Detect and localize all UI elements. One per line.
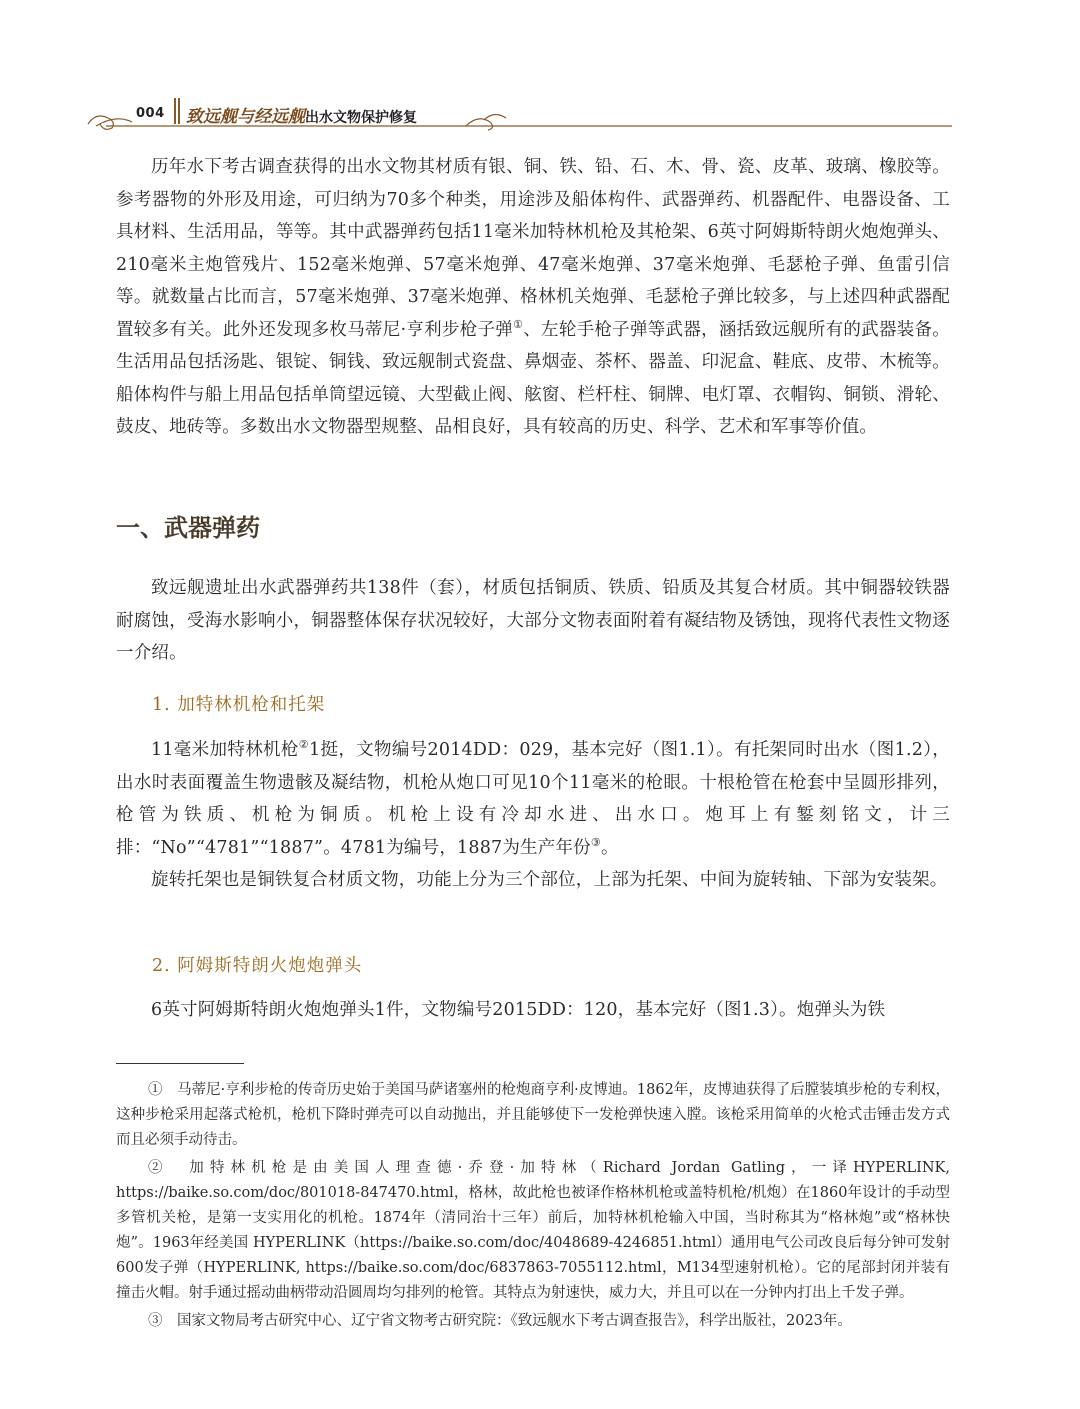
footnote-ref-2[interactable]: ② <box>298 738 309 752</box>
footnotes <box>116 1078 950 1337</box>
armstrong-paragraph: 6英寸阿姆斯特朗火炮炮弹头1件，文物编号2015DD：120，基本完好（图1.3）。炮弹头为铁 <box>151 1000 886 1020</box>
title-joiner: 与 <box>237 107 254 127</box>
mount-paragraph: 旋转托架也是铜铁复合材质文物，功能上分为三个部位，上部为托架、中间为旋转轴、下部为安装架。 <box>151 870 948 890</box>
subsection-title-1: 1. 加特林机枪和托架 <box>152 695 326 715</box>
footnote-3: ③ 国家文物局考古研究中心、辽宁省文物考古研究院：《致远舰水下考古调查报告》，科学出版社，2023年。 <box>148 1313 852 1329</box>
section-title: 一、武器弹药 <box>116 513 260 542</box>
armstrong-block <box>116 994 950 1027</box>
title-part1: 致远舰 <box>186 107 237 127</box>
running-header <box>86 92 952 132</box>
footnote-divider <box>116 1063 244 1064</box>
gatling-paragraph: 11毫米加特林机枪②1挺，文物编号2014DD：029，基本完好（图1.1）。有托架同时出水（图1.2），出水时表面覆盖生物遗骸及凝结物，机枪从炮口可见10个11毫米的枪眼。十根枪管在枪套中呈圆形排列，枪管为铁质、机枪为铜质。机枪上设有冷却水进、出水口。炮耳上有錾刻铭文，计三排：“No”“4781”“1887”。4781为编号，1887为生产年份③。 <box>116 738 950 858</box>
page-number: 004 <box>136 106 165 121</box>
gatling-block <box>116 734 950 897</box>
title-part2: 经远舰 <box>254 107 305 127</box>
subsection-title-2: 2. 阿姆斯特朗火炮炮弹头 <box>152 956 363 976</box>
title-part3: 出水文物保护修复 <box>305 110 417 126</box>
intro-paragraph-block <box>116 151 950 444</box>
footnote-ref-3[interactable]: ③ <box>590 835 601 849</box>
section-intro-block <box>116 572 950 670</box>
footnote-2: ② 加特林机枪是由美国人理查德·乔登·加特林（Richard Jordan Gatling，一译HYPERLINK, https://baike.so.com/doc/801018-847470.html，格林，故此枪也被译作格林机枪或盖特机枪/机炮）在1860年设计的手动型多管机关枪，是第一支实用化的机枪。1874年（清同治十三年）前后，加特林机枪输入中国，当时称其为“格林炮”或“格林快炮”。1963年经美国 HYPERLINK（https://baike.so.com/doc/4048689-4246851.html）通用电气公司改良后每分钟可发射600发子弹（HYPERLINK, https://baike.so.com/doc/6837863-7055112.html，M134型速射机枪）。它的尾部封闭并装有撞击火帽。射手通过摇动曲柄带动沿圆周均匀排列的枪管。其特点为射速快，威力大，并且可以在一分钟内打出上千发子弹。 <box>116 1160 950 1301</box>
footnote-ref-1[interactable]: ① <box>513 317 524 331</box>
footnote-1: ① 马蒂尼·亨利步枪的传奇历史始于美国马萨诸塞州的枪炮商亨利·皮博迪。1862年，皮博迪获得了后膛装填步枪的专利权，这种步枪采用起落式枪机，枪机下降时弹壳可以自动抛出，并且能够使下一发枪弹快速入膛。该枪采用简单的火枪式击锤击发方式而且必须手动待击。 <box>116 1082 950 1148</box>
section-intro-paragraph: 致远舰遗址出水武器弹药共138件（套），材质包括铜质、铁质、铅质及其复合材质。其中铜器较铁器耐腐蚀，受海水影响小，铜器整体保存状况较好，大部分文物表面附着有凝结物及锈蚀，现将代表性文物逐一介绍。 <box>116 578 950 663</box>
intro-paragraph: 历年水下考古调查获得的出水文物其材质有银、铜、铁、铅、石、木、骨、瓷、皮革、玻璃、橡胶等。参考器物的外形及用途，可归纳为70多个种类，用途涉及船体构件、武器弹药、机器配件、电器设备、工具材料、生活用品，等等。其中武器弹药包括11毫米加特林机枪及其枪架、6英寸阿姆斯特朗火炮炮弹头、210毫米主炮管残片、152毫米炮弹、57毫米炮弹、47毫米炮弹、37毫米炮弹、毛瑟枪子弹、鱼雷引信等。就数量占比而言，57毫米炮弹、37毫米炮弹、格林机关炮弹、毛瑟枪子弹比较多，与上述四种武器配置较多有关。此外还发现多枚马蒂尼·亨利步枪子弹①、左轮手枪子弹等武器，涵括致远舰所有的武器装备。生活用品包括汤匙、银锭、铜钱、致远舰制式瓷盘、鼻烟壶、茶杯、器盖、印泥盒、鞋底、皮带、木梳等。船体构件与船上用品包括单筒望远镜、大型截止阀、舷窗、栏杆柱、铜牌、电灯罩、衣帽钩、铜锁、滑轮、鼓皮、地砖等。多数出水文物器型规整、品相良好，具有较高的历史、科学、艺术和军事等价值。 <box>116 157 950 437</box>
book-title <box>186 102 417 127</box>
